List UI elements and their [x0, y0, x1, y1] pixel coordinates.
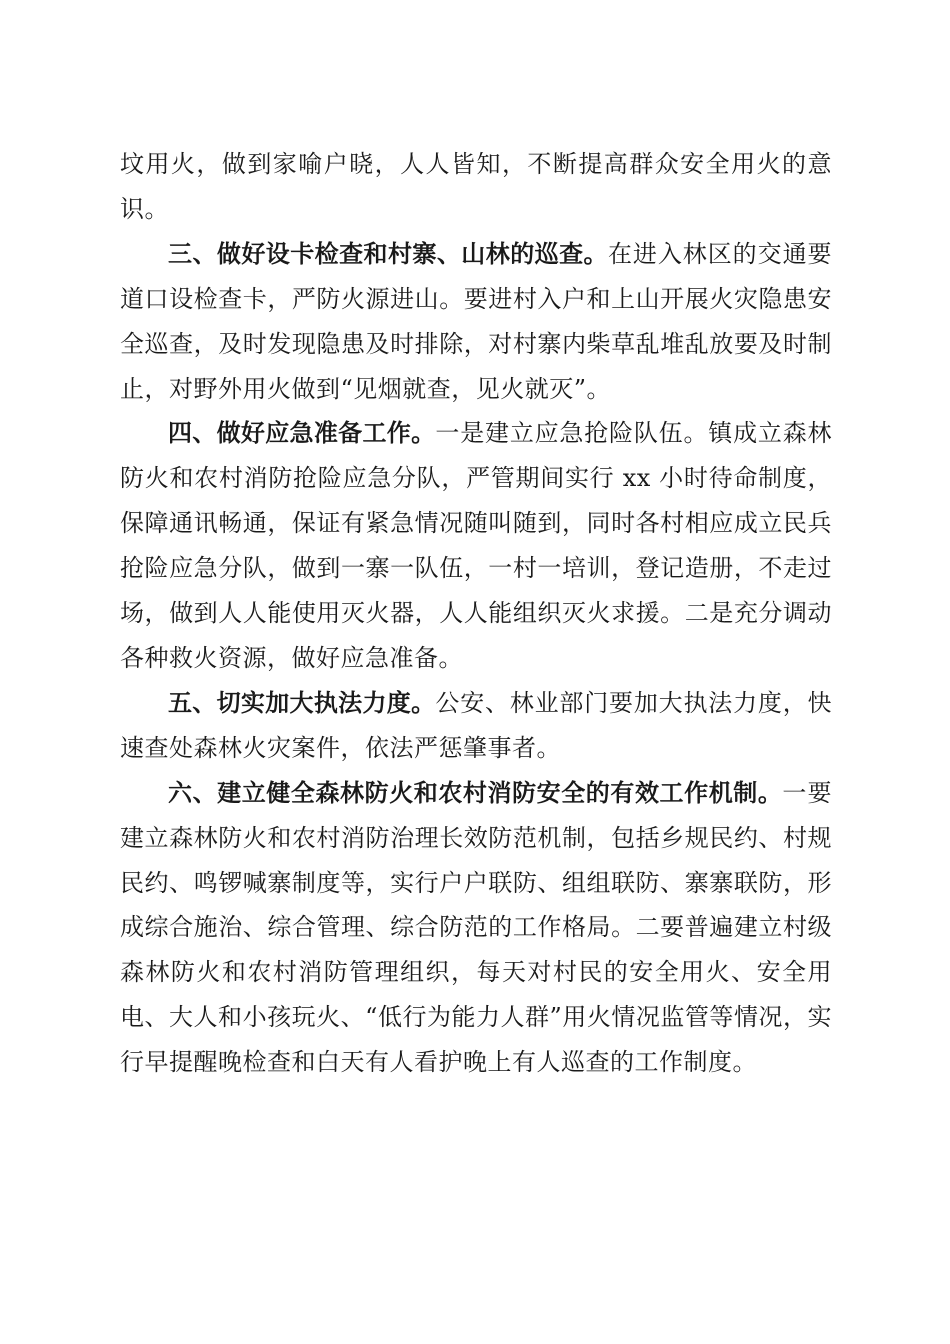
- paragraph-text: 在进入林区的交通要道口设检查卡，严防火源进山。要进村入户和上山开展火灾隐患安全巡查，及时发现隐患及时排除，对村寨内柴草乱堆乱放要及时制止，对野外用火做到“见烟就查，见火就灭”。: [120, 239, 833, 403]
- paragraph-continuation: [120, 142, 832, 232]
- document-page: [120, 142, 832, 1085]
- paragraph-section-4: [120, 411, 832, 680]
- section-heading: 三、做好设卡检查和村寨、山林的巡查。: [168, 239, 608, 268]
- section-heading: 六、建立健全森林防火和农村消防安全的有效工作机制。: [168, 778, 783, 807]
- section-heading: 四、做好应急准备工作。: [168, 419, 436, 448]
- paragraph-section-3: [120, 232, 832, 412]
- paragraph-text: 一要建立森林防火和农村消防治理长效防范机制，包括乡规民约、村规民约、鸣锣喊寨制度等，实行户户联防、组组联防、寨寨联防，形成综合施治、综合管理、综合防范的工作格局。二要普遍建立村级森林防火和农村消防管理组织，每天对村民的安全用火、安全用电、大人和小孩玩火、“低行为能力人群”用火情况监管等情况，实行早提醒晚检查和白天有人看护晚上有人巡查的工作制度。: [120, 778, 832, 1077]
- paragraph-text: 公安、林业部门要加大执法力度，快速查处森林火灾案件，依法严惩肇事者。: [120, 688, 833, 762]
- section-heading: 五、切实加大执法力度。: [168, 688, 436, 717]
- paragraph-text: 坟用火，做到家喻户晓，人人皆知，不断提高群众安全用火的意识。: [120, 150, 832, 223]
- paragraph-section-5: [120, 681, 832, 771]
- paragraph-text: 一是建立应急抢险队伍。镇成立森林防火和农村消防抢险应急分队，严管期间实行 xx 小时待命制度，保障通讯畅通，保证有紧急情况随叫随到，同时各村相应成立民兵抢险应急分队，做到一寨一队伍，一村一培训，登记造册，不走过场，做到人人能使用灭火器，人人能组织灭火求援。二是充分调动各种救火资源，做好应急准备。: [120, 419, 833, 672]
- paragraph-section-6: [120, 771, 832, 1085]
